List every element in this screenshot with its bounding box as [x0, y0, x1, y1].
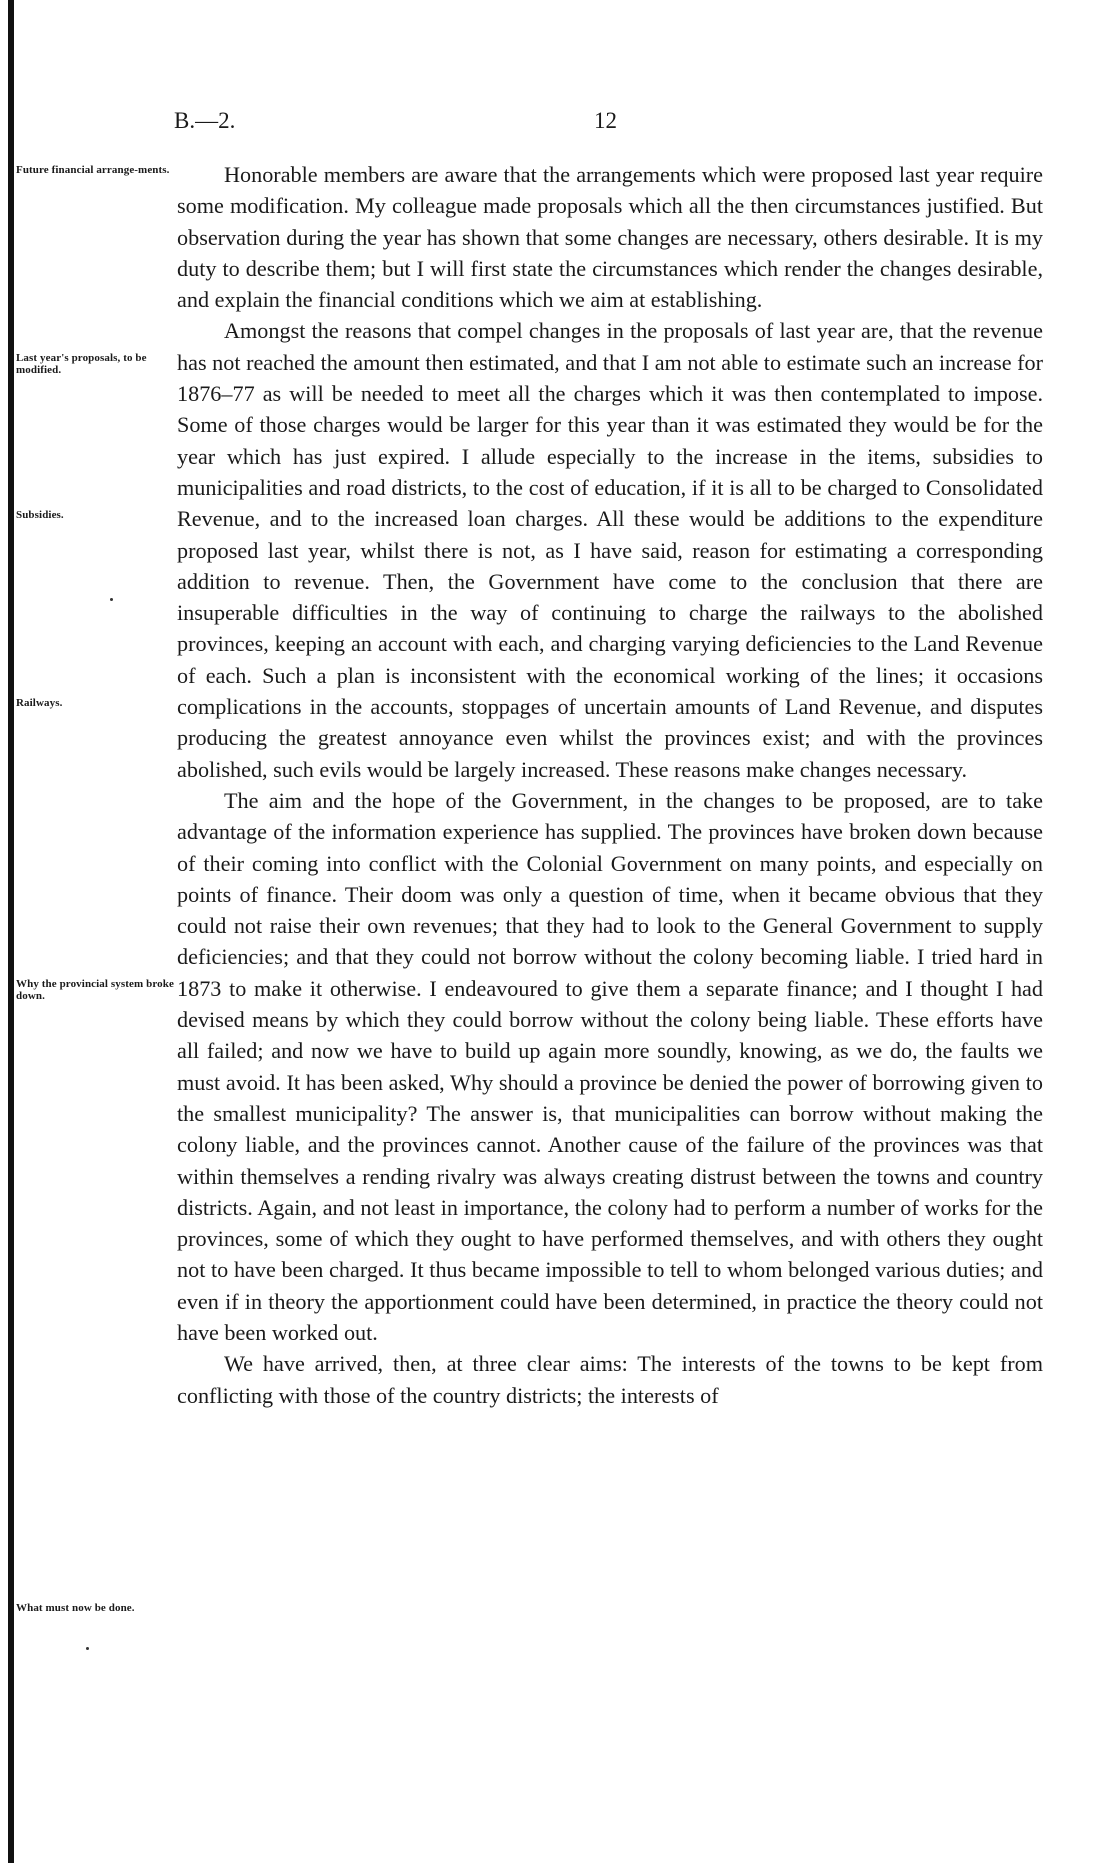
- paragraph-provincial-failure: The aim and the hope of the Government, in the changes to be proposed, are to take advantage of the information experience has supplied. The provinces have broken down because of their coming into conflict with the Colonial Government on many points, and especially on points of finance. Their doom was only a question of time, when it became obvious that they could not raise their own revenues; that they had to look to the General Government to supply deficiencies; and that they could not borrow without the colony becoming liable. I tried hard in 1873 to make it otherwise. I endeavoured to give them a separate finance; and I thought I had devised means by which they could borrow without the colony being liable. These efforts have all failed; and now we have to build up again more soundly, knowing, as we do, the faults we must avoid. It has been asked, Why should a province be denied the power of borrowing given to the smallest municipality? The answer is, that municipalities can borrow without making the colony liable, and the provinces cannot. Another cause of the failure of the provinces was that within themselves a rending rivalry was always creating distrust between the towns and country districts. Again, and not least in importance, the colony had to perform a number of works for the provinces, some of which they ought to have performed themselves, and with others they ought not to have been charged. It thus became impossible to tell to whom belonged various duties; and even if in theory the apportionment could have been determined, in practice the theory could not have been worked out.: [177, 787, 1043, 1345]
- paragraph-three-aims: We have arrived, then, at three clear aims: The interests of the towns to be kept from conflicting with those of the country districts; the interests of: [177, 1351, 1043, 1408]
- margin-note-provincial-system: Why the provincial system broke down.: [16, 978, 174, 1002]
- stray-dot: [86, 1647, 89, 1650]
- page-header: [174, 108, 1040, 140]
- paragraph-future-arrangements: Honorable members are aware that the arrangements which were proposed last year require some modification. My colleague made proposals which all the then circumstances justified. But observation during the year has shown that some changes are necessary, others desirable. It is my duty to describe them; but I will first state the circumstances which render the changes desirable, and explain the financial conditions which we aim at establishing.: [177, 162, 1043, 313]
- paragraph-reasons-for-change: Amongst the reasons that compel changes in the proposals of last year are, that the revenue has not reached the amount then estimated, and that I am not able to estimate such an increase for 1876–77 as will be needed to meet all the charges which it was then contemplated to impose. Some of those charges would be larger for this year than it was estimated they would be for the year which has just expired. I allude especially to the increase in the items, subsidies to municipalities and road districts, to the cost of education, if it is all to be charged to Consolidated Revenue, and to the increased loan charges. All these would be additions to the expenditure proposed last year, whilst there is not, as I have said, reason for estimating a corresponding addition to revenue. Then, the Government have come to the conclusion that there are insuperable difficulties in the way of continuing to charge the railways to the abolished provinces, keeping an account with each, and charging varying deficiencies to the Land Revenue of each. Such a plan is inconsistent with the economical working of the lines; it occasions complications in the accounts, stoppages of uncertain amounts of Land Revenue, and disputes producing the greatest annoyance even whilst the provinces exist; and with the provinces abolished, such evils would be largely increased. These reasons make changes necessary.: [177, 318, 1043, 782]
- margin-note-future-arrangements: Future financial arrange-ments.: [16, 164, 170, 176]
- margin-note-subsidies: Subsidies.: [16, 509, 64, 521]
- stray-dot: [110, 598, 113, 601]
- document-reference: B.—2.: [174, 108, 236, 133]
- margin-note-what-must-be-done: What must now be done.: [16, 1602, 135, 1614]
- margin-note-railways: Railways.: [16, 697, 63, 709]
- page-number: 12: [594, 108, 617, 133]
- main-body-text: [177, 159, 1043, 1411]
- page-binding-edge: [8, 0, 14, 1863]
- margin-note-last-years-proposals: Last year's proposals, to be modified.: [16, 352, 147, 376]
